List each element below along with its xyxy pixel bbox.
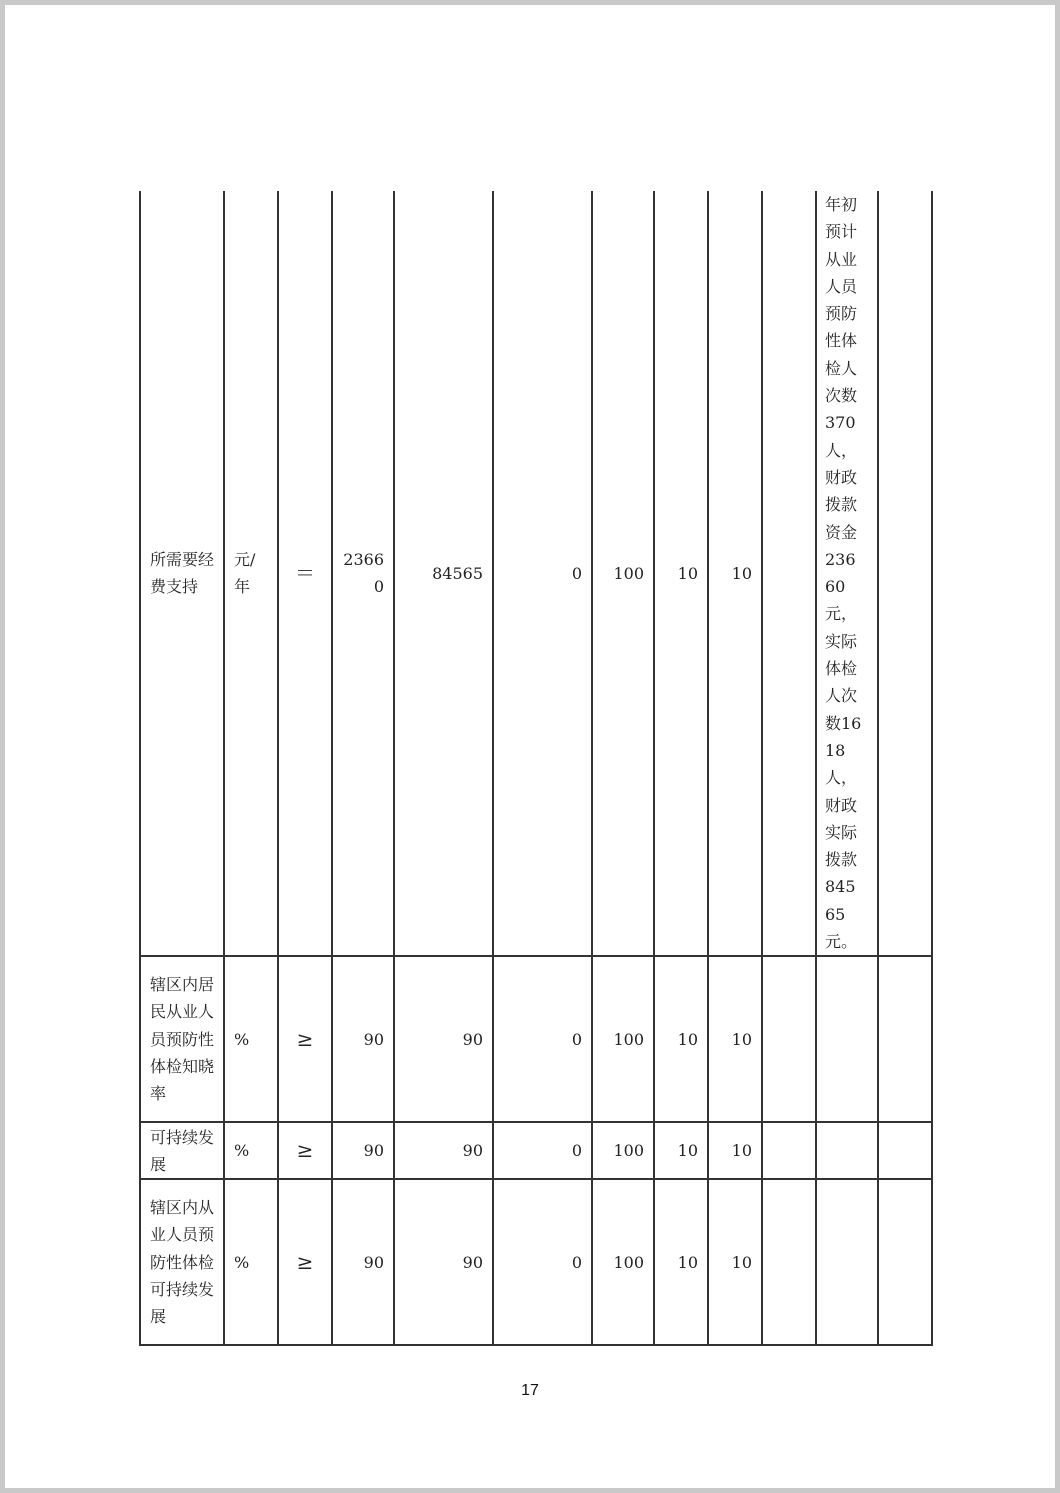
value-cell: 10 xyxy=(708,956,762,1122)
empty-cell xyxy=(762,191,816,956)
operator-cell: ≥ xyxy=(278,1122,332,1179)
unit-cell: 元/年 xyxy=(224,191,278,956)
table-row xyxy=(140,956,932,1122)
operator-cell: ＝ xyxy=(278,191,332,956)
table-row xyxy=(140,1122,932,1179)
actual-value-cell: 90 xyxy=(394,1122,493,1179)
value-cell: 10 xyxy=(654,956,708,1122)
target-value-cell: 90 xyxy=(332,1179,394,1345)
performance-table xyxy=(139,191,933,1346)
indicator-cell: 可持续发展 xyxy=(140,1122,224,1179)
empty-cell xyxy=(878,956,932,1122)
page-number: 17 xyxy=(521,1382,539,1399)
document-page xyxy=(5,5,1055,1488)
operator-cell: ≥ xyxy=(278,1179,332,1345)
actual-value-cell: 90 xyxy=(394,1179,493,1345)
actual-value-cell: 90 xyxy=(394,956,493,1122)
value-cell: 10 xyxy=(708,1179,762,1345)
value-cell: 10 xyxy=(708,1122,762,1179)
value-cell: 10 xyxy=(708,191,762,956)
target-value-cell: 23660 xyxy=(332,191,394,956)
value-cell: 0 xyxy=(493,191,592,956)
unit-cell: % xyxy=(224,1179,278,1345)
indicator-cell: 辖区内从业人员预防性体检可持续发展 xyxy=(140,1179,224,1345)
actual-value-cell: 84565 xyxy=(394,191,493,956)
empty-cell xyxy=(878,1179,932,1345)
value-cell: 10 xyxy=(654,191,708,956)
target-value-cell: 90 xyxy=(332,956,394,1122)
value-cell: 10 xyxy=(654,1179,708,1345)
note-cell xyxy=(816,956,878,1122)
unit-cell: % xyxy=(224,1122,278,1179)
value-cell: 0 xyxy=(493,1179,592,1345)
empty-cell xyxy=(762,1179,816,1345)
empty-cell xyxy=(878,1122,932,1179)
empty-cell xyxy=(762,956,816,1122)
unit-cell: % xyxy=(224,956,278,1122)
value-cell: 0 xyxy=(493,1122,592,1179)
note-cell xyxy=(816,1179,878,1345)
indicator-cell: 所需要经费支持 xyxy=(140,191,224,956)
value-cell: 100 xyxy=(592,956,654,1122)
operator-cell: ≥ xyxy=(278,956,332,1122)
table-row xyxy=(140,191,932,956)
value-cell: 0 xyxy=(493,956,592,1122)
table-row xyxy=(140,1179,932,1345)
value-cell: 100 xyxy=(592,191,654,956)
note-cell xyxy=(816,1122,878,1179)
empty-cell xyxy=(762,1122,816,1179)
note-cell: 年初预计从业人员预防性体检人次数370人，财政拨款资金23660元，实际体检人次数1618人，财政实际拨款84565元。 xyxy=(816,191,878,956)
indicator-cell: 辖区内居民从业人员预防性体检知晓率 xyxy=(140,956,224,1122)
value-cell: 10 xyxy=(654,1122,708,1179)
target-value-cell: 90 xyxy=(332,1122,394,1179)
value-cell: 100 xyxy=(592,1179,654,1345)
value-cell: 100 xyxy=(592,1122,654,1179)
empty-cell xyxy=(878,191,932,956)
